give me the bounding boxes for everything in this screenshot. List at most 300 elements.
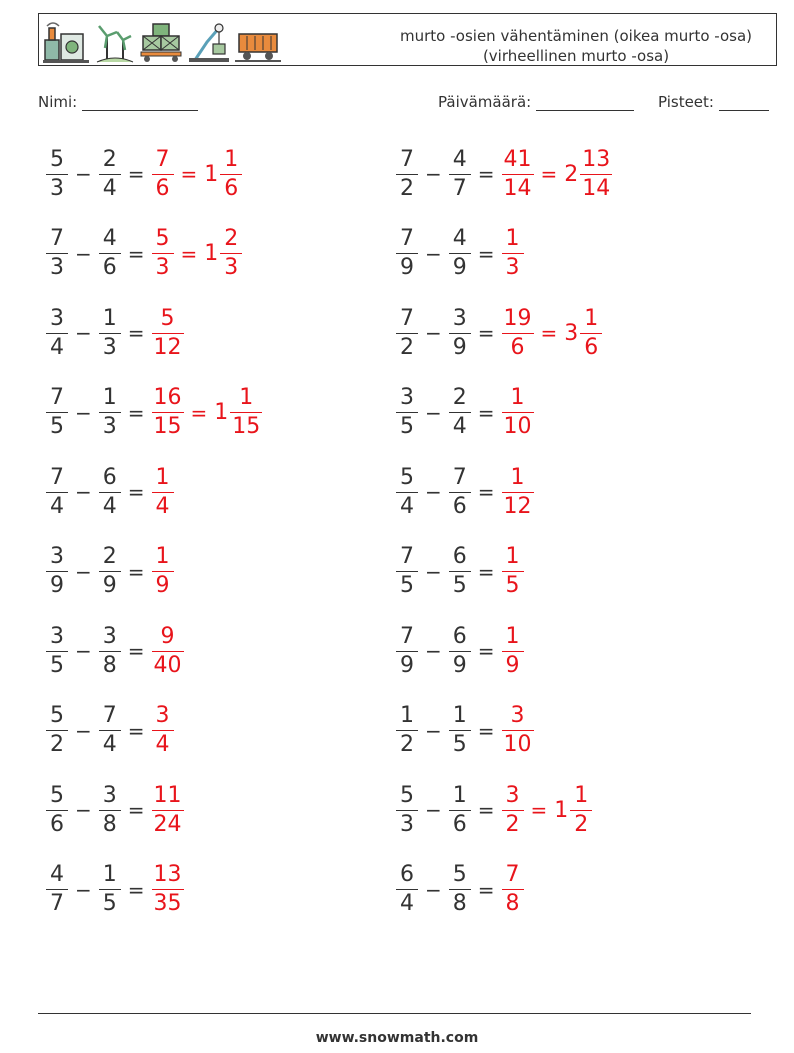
minuend-fraction <box>396 227 418 280</box>
minuend-fraction-bar <box>396 651 418 652</box>
equals-sign: = <box>477 400 495 425</box>
problem-row <box>394 462 536 522</box>
minuend-fraction-denominator: 4 <box>400 493 414 519</box>
mixed-fraction <box>570 784 592 837</box>
answer-fraction <box>152 148 174 201</box>
answer-fraction-denominator: 35 <box>153 891 182 916</box>
answer-fraction-bar <box>502 651 524 652</box>
answer-equals-sign: = <box>180 162 198 186</box>
problem-row <box>394 144 614 204</box>
minus-sign: − <box>425 162 442 186</box>
minuend-fraction-numerator: 7 <box>400 305 414 331</box>
equals-sign: = <box>477 559 495 584</box>
subtrahend-fraction-denominator: 4 <box>102 493 117 519</box>
problem-row <box>44 542 176 602</box>
answer-fraction-denominator: 3 <box>155 255 170 280</box>
subtrahend-fraction-numerator: 2 <box>102 146 117 172</box>
minuend-fraction-numerator: 5 <box>400 464 414 490</box>
score-line <box>719 95 769 111</box>
minus-sign: − <box>425 241 442 266</box>
answer-fraction <box>152 704 174 757</box>
answer-fraction-denominator: 4 <box>155 732 170 757</box>
minuend-fraction-bar <box>46 492 68 493</box>
minus-sign: − <box>75 241 92 266</box>
answer-fraction-denominator: 40 <box>153 652 182 678</box>
answer-fraction-bar <box>152 730 174 731</box>
subtrahend-fraction <box>449 227 471 280</box>
answer-fraction <box>502 863 524 916</box>
subtrahend-fraction-bar <box>449 571 471 572</box>
subtrahend-fraction-numerator: 3 <box>102 782 117 808</box>
minus-sign: − <box>75 400 92 425</box>
minuend-fraction-bar <box>46 571 68 572</box>
minuend-fraction <box>46 704 68 757</box>
mixed-fraction-denominator: 14 <box>582 175 611 201</box>
minuend-fraction-numerator: 3 <box>50 305 64 331</box>
subtrahend-fraction-bar <box>99 492 121 493</box>
mixed-fraction-bar <box>570 810 592 811</box>
equals-sign: = <box>127 480 145 504</box>
subtrahend-fraction <box>449 148 471 201</box>
minuend-fraction-denominator: 9 <box>50 573 64 598</box>
answer-fraction-bar <box>502 174 534 175</box>
answer-fraction-numerator: 13 <box>153 862 182 887</box>
equals-sign: = <box>477 798 495 822</box>
factory-icon <box>43 20 91 64</box>
answer-fraction-bar <box>152 253 174 254</box>
header-icons <box>43 20 281 64</box>
answer-fraction <box>502 466 534 519</box>
minuend-fraction-bar <box>396 889 418 890</box>
answer-fraction-denominator: 24 <box>153 811 182 837</box>
subtrahend-fraction-bar <box>449 333 471 334</box>
equals-sign: = <box>127 400 145 425</box>
minuend-fraction-numerator: 3 <box>50 544 64 569</box>
minuend-fraction-numerator: 5 <box>50 703 64 728</box>
problem-row <box>44 303 186 363</box>
equals-sign: = <box>477 480 495 504</box>
subtrahend-fraction-bar <box>99 730 121 731</box>
answer-fraction-numerator: 7 <box>155 146 170 172</box>
minuend-fraction <box>396 386 418 439</box>
answer-fraction-numerator: 19 <box>503 305 532 331</box>
answer-fraction-bar <box>152 174 174 175</box>
subtrahend-fraction-bar <box>99 651 121 652</box>
equals-sign: = <box>127 798 145 822</box>
answer-fraction-numerator: 7 <box>505 862 520 887</box>
subtrahend-fraction <box>449 625 471 678</box>
minuend-fraction-denominator: 9 <box>400 255 414 280</box>
mixed-fraction-numerator: 13 <box>582 146 611 172</box>
minuend-fraction <box>396 625 418 678</box>
subtrahend-fraction <box>99 784 121 837</box>
mixed-fraction-denominator: 2 <box>574 811 589 837</box>
minuend-fraction-numerator: 5 <box>400 782 414 808</box>
answer-fraction-bar <box>502 492 534 493</box>
minuend-fraction-denominator: 4 <box>50 334 64 360</box>
subtrahend-fraction-numerator: 5 <box>452 862 467 887</box>
equals-sign: = <box>127 559 145 584</box>
equals-sign: = <box>477 321 495 345</box>
subtrahend-fraction-bar <box>99 333 121 334</box>
minuend-fraction-bar <box>46 333 68 334</box>
answer-fraction <box>502 704 534 757</box>
minus-sign: − <box>75 877 92 902</box>
answer-fraction <box>152 307 184 360</box>
name-line <box>82 95 198 111</box>
subtrahend-fraction-denominator: 4 <box>452 414 467 439</box>
subtrahend-fraction <box>99 704 121 757</box>
freight-car-icon <box>235 20 281 64</box>
problem-row <box>394 303 604 363</box>
minus-sign: − <box>75 559 92 584</box>
minuend-fraction <box>46 466 68 519</box>
name-field <box>38 93 198 111</box>
subtrahend-fraction-bar <box>449 492 471 493</box>
subtrahend-fraction-numerator: 7 <box>452 464 467 490</box>
answer-fraction-numerator: 1 <box>505 623 520 649</box>
minuend-fraction <box>46 545 68 598</box>
equals-sign: = <box>127 162 145 186</box>
minuend-fraction <box>46 863 68 916</box>
minuend-fraction-denominator: 2 <box>50 732 64 757</box>
mixed-whole: 2 <box>564 161 579 187</box>
answer-fraction-denominator: 5 <box>505 573 520 598</box>
minuend-fraction-denominator: 4 <box>50 493 64 519</box>
minuend-fraction-numerator: 3 <box>50 623 64 649</box>
subtrahend-fraction-denominator: 9 <box>452 652 467 678</box>
minuend-fraction-numerator: 7 <box>50 464 64 490</box>
mixed-fraction-bar <box>230 412 262 413</box>
minus-sign: − <box>425 718 442 743</box>
minuend-fraction-denominator: 6 <box>50 811 64 837</box>
mixed-fraction-denominator: 6 <box>584 334 599 360</box>
answer-fraction-bar <box>502 333 534 334</box>
subtrahend-fraction-numerator: 7 <box>102 703 117 728</box>
minus-sign: − <box>75 798 92 822</box>
mixed-number-answer <box>212 386 264 439</box>
answer-equals-sign: = <box>180 241 198 266</box>
subtrahend-fraction-denominator: 3 <box>102 414 117 439</box>
answer-fraction <box>502 386 534 439</box>
mixed-fraction <box>230 386 262 439</box>
answer-fraction-bar <box>502 412 534 413</box>
problem-row <box>44 462 176 522</box>
subtrahend-fraction <box>449 307 471 360</box>
answer-fraction-numerator: 1 <box>505 226 520 251</box>
subtrahend-fraction-numerator: 6 <box>452 544 467 569</box>
mixed-fraction-numerator: 1 <box>584 305 599 331</box>
problem-row <box>44 224 244 284</box>
problem-row <box>394 224 526 284</box>
mixed-fraction <box>220 227 242 280</box>
answer-fraction-numerator: 11 <box>153 782 182 808</box>
minuend-fraction-denominator: 3 <box>50 255 64 280</box>
subtrahend-fraction-numerator: 3 <box>452 305 467 331</box>
minuend-fraction-bar <box>46 174 68 175</box>
answer-fraction-bar <box>152 333 184 334</box>
minus-sign: − <box>425 400 442 425</box>
answer-fraction <box>502 625 524 678</box>
minuend-fraction <box>46 625 68 678</box>
mixed-fraction <box>580 307 602 360</box>
equals-sign: = <box>127 718 145 743</box>
answer-equals-sign: = <box>190 400 208 425</box>
subtrahend-fraction-bar <box>449 651 471 652</box>
subtrahend-fraction-denominator: 5 <box>452 732 467 757</box>
answer-fraction-bar <box>152 492 174 493</box>
minuend-fraction-bar <box>46 651 68 652</box>
problem-row <box>44 860 186 920</box>
minuend-fraction-bar <box>396 253 418 254</box>
subtrahend-fraction-bar <box>449 730 471 731</box>
minuend-fraction-bar <box>396 174 418 175</box>
problem-row <box>44 383 264 443</box>
mixed-fraction-denominator: 6 <box>224 175 239 201</box>
answer-fraction <box>152 466 174 519</box>
mixed-fraction-bar <box>580 174 612 175</box>
mixed-fraction-numerator: 2 <box>224 226 239 251</box>
minuend-fraction-numerator: 7 <box>50 226 64 251</box>
minus-sign: − <box>75 321 92 345</box>
subtrahend-fraction <box>99 625 121 678</box>
answer-fraction-denominator: 6 <box>155 175 170 201</box>
answer-fraction-denominator: 12 <box>503 493 532 519</box>
subtrahend-fraction-bar <box>449 174 471 175</box>
answer-fraction-denominator: 2 <box>505 811 520 837</box>
subtrahend-fraction-bar <box>99 253 121 254</box>
answer-fraction-denominator: 12 <box>153 334 182 360</box>
minus-sign: − <box>425 559 442 584</box>
wind-turbine-icon <box>95 20 135 64</box>
mixed-fraction <box>580 148 612 201</box>
subtrahend-fraction-numerator: 1 <box>102 305 117 331</box>
subtrahend-fraction <box>99 863 121 916</box>
mixed-fraction-bar <box>220 174 242 175</box>
equals-sign: = <box>477 718 495 743</box>
answer-fraction-bar <box>152 651 184 652</box>
minus-sign: − <box>75 162 92 186</box>
worksheet-header <box>38 13 777 66</box>
worksheet-title: murto -osien vähentäminen (oikea murto -osa) (virheellinen murto -osa) <box>399 27 753 65</box>
subtrahend-fraction-numerator: 2 <box>452 385 467 410</box>
answer-fraction-numerator: 41 <box>503 146 532 172</box>
answer-fraction-numerator: 5 <box>160 305 175 331</box>
minuend-fraction-denominator: 9 <box>400 652 414 678</box>
subtrahend-fraction-bar <box>449 412 471 413</box>
answer-fraction-denominator: 4 <box>155 493 170 519</box>
answer-fraction <box>502 148 534 201</box>
answer-fraction <box>152 386 184 439</box>
answer-fraction <box>152 625 184 678</box>
date-field <box>438 93 634 111</box>
problem-row <box>394 383 536 443</box>
subtrahend-fraction-numerator: 1 <box>452 703 467 728</box>
answer-fraction-denominator: 15 <box>153 414 182 439</box>
subtrahend-fraction-denominator: 9 <box>452 255 467 280</box>
answer-fraction-bar <box>152 412 184 413</box>
minuend-fraction-bar <box>46 730 68 731</box>
minuend-fraction-bar <box>396 571 418 572</box>
problem-row <box>44 701 176 761</box>
minuend-fraction <box>46 148 68 201</box>
answer-fraction-bar <box>502 730 534 731</box>
mixed-number-answer <box>562 148 614 201</box>
minuend-fraction <box>396 466 418 519</box>
subtrahend-fraction-denominator: 5 <box>452 573 467 598</box>
minus-sign: − <box>75 480 92 504</box>
answer-fraction-numerator: 1 <box>505 544 520 569</box>
answer-equals-sign: = <box>540 321 558 345</box>
equals-sign: = <box>127 321 145 345</box>
answer-equals-sign: = <box>540 162 558 186</box>
subtrahend-fraction-numerator: 6 <box>452 623 467 649</box>
answer-fraction-numerator: 5 <box>155 226 170 251</box>
minuend-fraction-denominator: 2 <box>400 732 414 757</box>
mixed-whole: 1 <box>554 797 569 823</box>
answer-fraction-denominator: 14 <box>503 175 532 201</box>
equals-sign: = <box>127 877 145 902</box>
minuend-fraction <box>46 386 68 439</box>
answer-fraction-denominator: 9 <box>155 573 170 598</box>
minuend-fraction-denominator: 7 <box>50 891 64 916</box>
minuend-fraction-bar <box>46 253 68 254</box>
mixed-fraction-denominator: 3 <box>224 255 239 280</box>
equals-sign: = <box>477 877 495 902</box>
problem-row <box>394 701 536 761</box>
subtrahend-fraction-numerator: 1 <box>102 862 117 887</box>
answer-fraction-numerator: 1 <box>155 544 170 569</box>
mixed-whole: 1 <box>204 241 219 266</box>
minuend-fraction <box>46 307 68 360</box>
date-line <box>536 95 634 111</box>
minuend-fraction-denominator: 3 <box>400 811 414 837</box>
answer-fraction <box>502 227 524 280</box>
subtrahend-fraction-denominator: 7 <box>452 175 467 201</box>
answer-fraction-bar <box>502 889 524 890</box>
problem-row <box>394 860 526 920</box>
mixed-number-answer <box>202 148 244 201</box>
answer-fraction-bar <box>502 253 524 254</box>
answer-fraction <box>152 545 174 598</box>
subtrahend-fraction-denominator: 6 <box>452 811 467 837</box>
answer-fraction-denominator: 3 <box>505 255 520 280</box>
minuend-fraction-numerator: 5 <box>50 146 64 172</box>
minus-sign: − <box>75 639 92 663</box>
subtrahend-fraction-denominator: 9 <box>102 573 117 598</box>
mixed-fraction-numerator: 1 <box>574 782 589 808</box>
minuend-fraction <box>46 227 68 280</box>
score-label: Pisteet: <box>658 93 714 111</box>
minuend-fraction-denominator: 4 <box>400 891 414 916</box>
answer-fraction-bar <box>152 810 184 811</box>
subtrahend-fraction <box>449 704 471 757</box>
subtrahend-fraction-denominator: 8 <box>102 652 117 678</box>
answer-fraction-denominator: 10 <box>503 414 532 439</box>
minuend-fraction-bar <box>46 889 68 890</box>
minuend-fraction-denominator: 5 <box>400 414 414 439</box>
subtrahend-fraction-bar <box>99 810 121 811</box>
subtrahend-fraction-denominator: 6 <box>452 493 467 519</box>
subtrahend-fraction-bar <box>99 174 121 175</box>
equals-sign: = <box>477 162 495 186</box>
minus-sign: − <box>425 639 442 663</box>
minus-sign: − <box>425 321 442 345</box>
subtrahend-fraction-denominator: 3 <box>102 334 117 360</box>
minuend-fraction <box>396 784 418 837</box>
subtrahend-fraction <box>99 466 121 519</box>
problem-row <box>44 621 186 681</box>
problem-row <box>394 780 594 840</box>
answer-fraction <box>502 307 534 360</box>
subtrahend-fraction-numerator: 1 <box>452 782 467 808</box>
subtrahend-fraction <box>99 386 121 439</box>
minuend-fraction-numerator: 5 <box>50 782 64 808</box>
problem-row <box>44 780 186 840</box>
minus-sign: − <box>75 718 92 743</box>
minuend-fraction-numerator: 7 <box>400 146 414 172</box>
minuend-fraction <box>396 148 418 201</box>
subtrahend-fraction-denominator: 4 <box>102 732 117 757</box>
mixed-fraction-bar <box>220 253 242 254</box>
minuend-fraction <box>396 704 418 757</box>
subtrahend-fraction-numerator: 1 <box>102 385 117 410</box>
subtrahend-fraction <box>449 545 471 598</box>
equals-sign: = <box>477 639 495 663</box>
mixed-fraction-bar <box>580 333 602 334</box>
minuend-fraction-numerator: 7 <box>50 385 64 410</box>
minuend-fraction <box>396 307 418 360</box>
equals-sign: = <box>127 639 145 663</box>
subtrahend-fraction <box>449 784 471 837</box>
problem-row <box>44 144 244 204</box>
subtrahend-fraction-bar <box>99 412 121 413</box>
answer-fraction-numerator: 16 <box>153 385 182 410</box>
answer-fraction-numerator: 1 <box>155 464 170 490</box>
answer-fraction <box>152 863 184 916</box>
subtrahend-fraction <box>99 307 121 360</box>
minuend-fraction <box>396 545 418 598</box>
minuend-fraction-bar <box>396 333 418 334</box>
subtrahend-fraction-bar <box>449 253 471 254</box>
mixed-fraction-numerator: 1 <box>239 385 254 410</box>
answer-fraction-denominator: 10 <box>503 732 532 757</box>
name-label: Nimi: <box>38 93 78 111</box>
minuend-fraction-numerator: 7 <box>400 226 414 251</box>
footer-url: www.snowmath.com <box>315 1030 479 1046</box>
minuend-fraction-denominator: 5 <box>50 652 64 678</box>
answer-fraction-numerator: 3 <box>510 703 525 728</box>
answer-equals-sign: = <box>530 798 548 822</box>
subtrahend-fraction-bar <box>449 810 471 811</box>
subtrahend-fraction-denominator: 5 <box>102 891 117 916</box>
answer-fraction <box>152 784 184 837</box>
answer-fraction-bar <box>152 571 174 572</box>
subtrahend-fraction <box>99 545 121 598</box>
mixed-number-answer <box>552 784 594 837</box>
minuend-fraction <box>396 863 418 916</box>
subtrahend-fraction-numerator: 3 <box>102 623 117 649</box>
minuend-fraction-numerator: 6 <box>400 862 414 887</box>
minus-sign: − <box>425 877 442 902</box>
minuend-fraction-numerator: 7 <box>400 623 414 649</box>
subtrahend-fraction-denominator: 8 <box>102 811 117 837</box>
crates-icon <box>139 20 183 64</box>
minuend-fraction-bar <box>396 492 418 493</box>
mixed-number-answer <box>202 227 244 280</box>
subtrahend-fraction-denominator: 4 <box>102 175 117 201</box>
date-label: Päivämäärä: <box>438 93 532 111</box>
